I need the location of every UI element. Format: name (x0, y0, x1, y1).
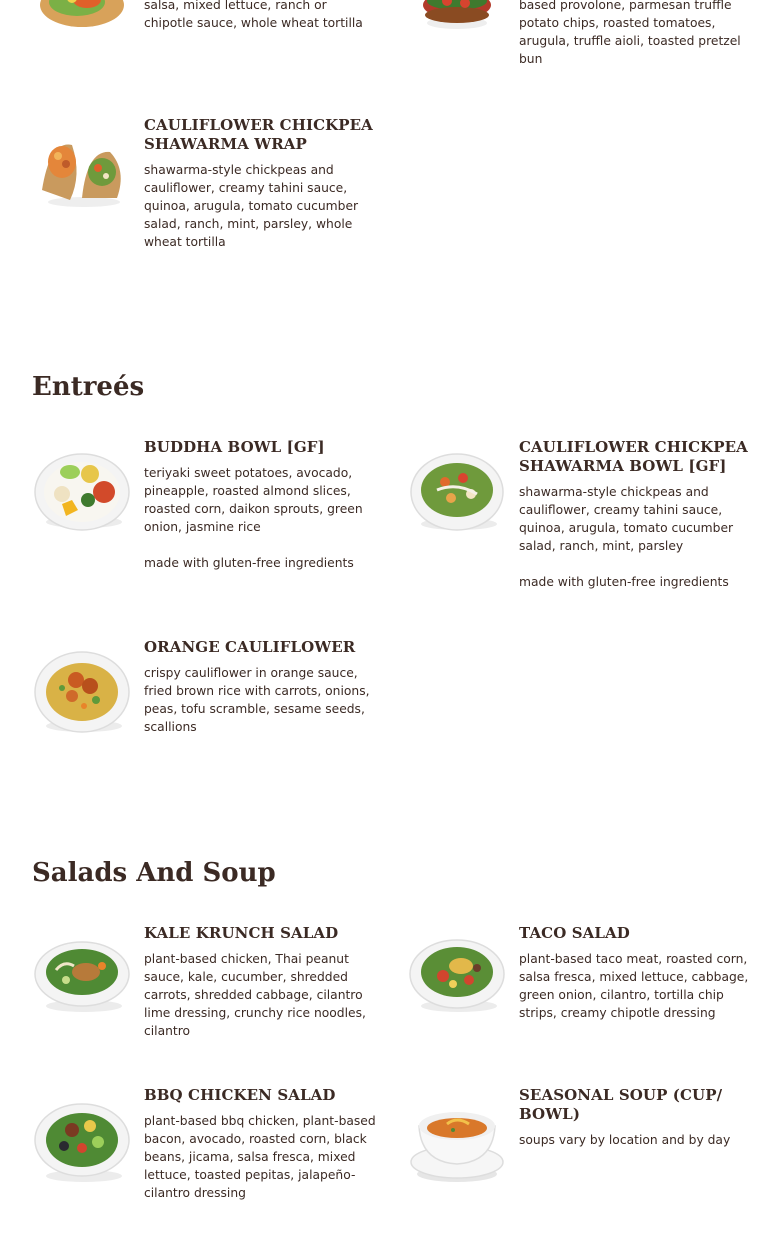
item-description: shawarma-style chickpeas and cauliflower, creamy tahini sauce, quinoa, arugula, tomato cucumber salad, ranch, mint, parsley (519, 485, 734, 553)
item-description: plant-based bbq chicken, plant-based bacon, avocado, roasted corn, black beans, jicama, salsa fresca, mixed lettuce, toasted pepitas, jalapeño-cilantro dressing (144, 1114, 376, 1200)
item-description: salsa, mixed lettuce, ranch or chipotle sauce, whole wheat tortilla (144, 0, 363, 30)
burger-image-icon (407, 0, 507, 45)
food-bowl-image-icon (32, 642, 132, 742)
wrap-image-icon (32, 0, 132, 50)
wrap-image-icon (32, 120, 132, 220)
item-name: SEASONAL SOUP (CUP/ BOWL) (519, 1086, 723, 1123)
gluten-free-note: made with gluten-free ingredients (519, 575, 729, 589)
item-description: based provolone, parmesan truffle potato chips, roasted tomatoes, arugula, truffle aioli, toasted pretzel bun (519, 0, 741, 66)
item-name: TACO SALAD (519, 924, 630, 942)
item-name: CAULIFLOWER CHICKPEA SHAWARMA WRAP (144, 116, 373, 153)
item-description: crispy cauliflower in orange sauce, fried brown rice with carrots, onions, peas, tofu scramble, sesame seeds, scallions (144, 666, 370, 734)
item-description: plant-based taco meat, roasted corn, salsa fresca, mixed lettuce, cabbage, green onion, cilantro, tortilla chip strips, creamy chipotle dressing (519, 952, 749, 1020)
item-name: BBQ CHICKEN SALAD (144, 1086, 336, 1104)
item-description: plant-based chicken, Thai peanut sauce, kale, cucumber, shredded carrots, shredded cabbage, cilantro lime dressing, crunchy rice noodles, cilantro (144, 952, 366, 1038)
item-name: KALE KRUNCH SALAD (144, 924, 339, 942)
item-description: teriyaki sweet potatoes, avocado, pineapple, roasted almond slices, roasted corn, daikon sprouts, green onion, jasmine rice (144, 466, 363, 534)
food-bowl-image-icon (32, 1090, 132, 1190)
food-bowl-image-icon (32, 442, 132, 542)
food-bowl-image-icon (407, 924, 507, 1024)
item-name: CAULIFLOWER CHICKPEA SHAWARMA BOWL [GF] (519, 438, 748, 475)
item-name: BUDDHA BOWL [GF] (144, 438, 325, 456)
food-bowl-image-icon (407, 442, 507, 542)
item-description: soups vary by location and by day (519, 1133, 731, 1147)
item-name: ORANGE CAULIFLOWER (144, 638, 356, 656)
item-description: shawarma-style chickpeas and cauliflower, creamy tahini sauce, quinoa, arugula, tomato cucumber salad, ranch, mint, parsley, whole wheat tortilla (144, 163, 359, 249)
section-title-salads-soup: Salads And Soup (32, 858, 276, 888)
soup-bowl-image-icon (407, 1090, 507, 1190)
gluten-free-note: made with gluten-free ingredients (144, 556, 354, 570)
section-title-entrees: Entreés (32, 372, 145, 402)
food-bowl-image-icon (32, 924, 132, 1024)
